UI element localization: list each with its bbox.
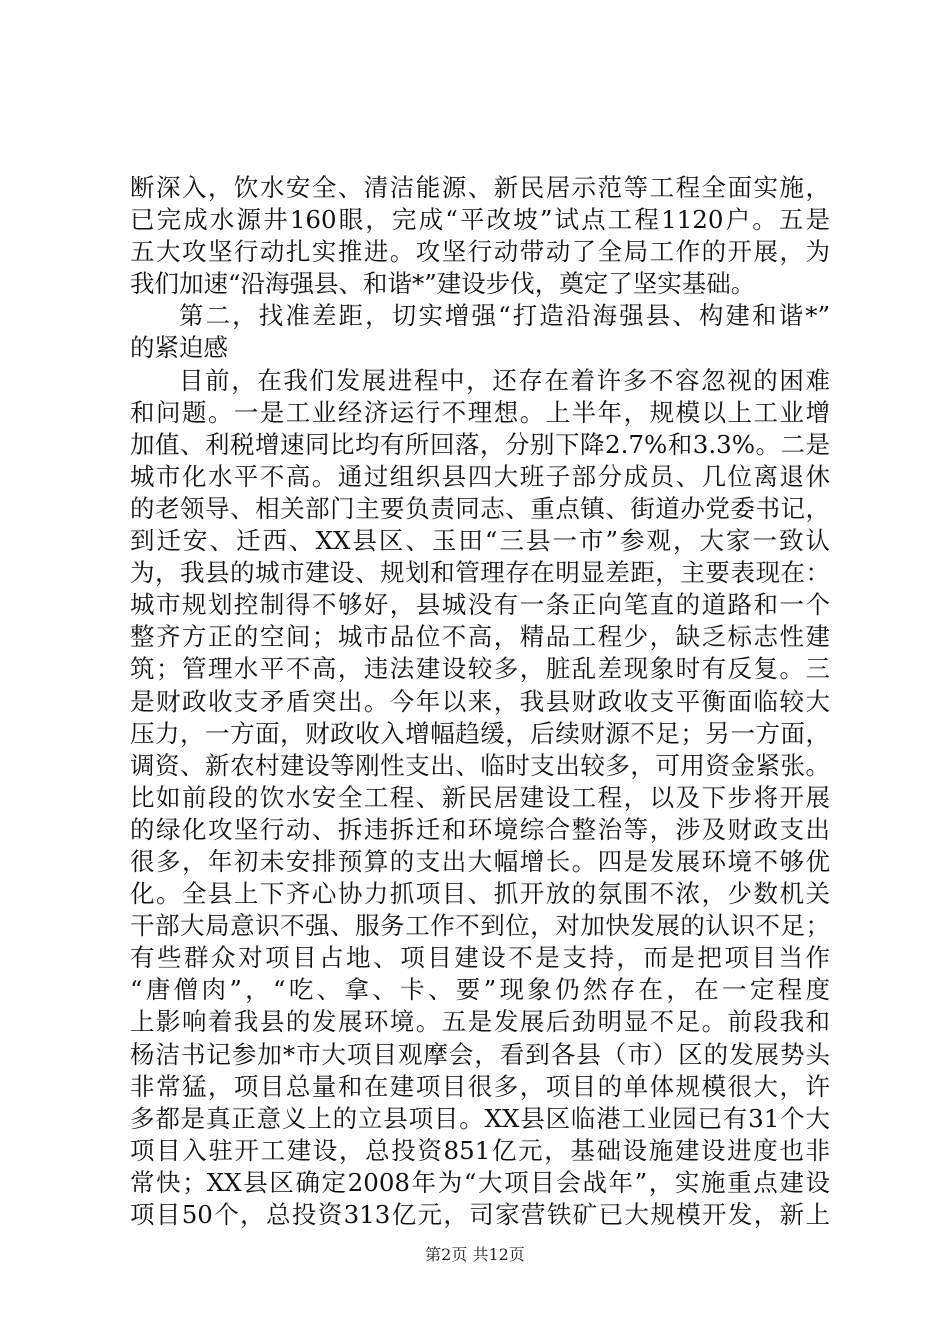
text-line: 城市化水平不高。通过组织县四大班子部分成员、几位离退休 bbox=[130, 461, 830, 491]
text-line: 整齐方正的空间；城市品位不高，精品工程少，缺乏标志性建 bbox=[130, 622, 830, 652]
text-line: 多都是真正意义上的立县项目。XX县区临港工业园已有31个大 bbox=[130, 1103, 830, 1133]
text-line: 城市规划控制得不够好，县城没有一条正向笔直的道路和一个 bbox=[130, 590, 830, 620]
text-line: 的老领导、相关部门主要负责同志、重点镇、街道办党委书记， bbox=[130, 493, 830, 523]
text-line: 五大攻坚行动扎实推进。攻坚行动带动了全局工作的开展，为 bbox=[130, 237, 830, 267]
text-line: 杨洁书记参加*市大项目观摩会，看到各县（市）区的发展势头 bbox=[130, 1039, 830, 1069]
text-line: 化。全县上下齐心协力抓项目、抓开放的氛围不浓，少数机关 bbox=[130, 879, 830, 909]
text-line: 筑；管理水平不高，违法建设较多，脏乱差现象时有反复。三 bbox=[130, 654, 830, 684]
text-line: 很多，年初未安排预算的支出大幅增长。四是发展环境不够优 bbox=[130, 846, 830, 876]
text-line: 上影响着我县的发展环境。五是发展后劲明显不足。前段我和 bbox=[130, 1007, 830, 1037]
text-line: 干部大局意识不强、服务工作不到位，对加快发展的认识不足； bbox=[130, 911, 830, 941]
text-line: 常快；XX县区确定2008年为“大项目会战年”，实施重点建设 bbox=[130, 1167, 830, 1197]
text-line: 比如前段的饮水安全工程、新民居建设工程，以及下步将开展 bbox=[130, 782, 830, 812]
text-line: “唐僧肉”，“吃、拿、卡、要”现象仍然存在，在一定程度 bbox=[130, 975, 830, 1005]
text-line: 第二，找准差距，切实增强“打造沿海强县、构建和谐*” bbox=[179, 301, 830, 331]
text-line: 断深入，饮水安全、清洁能源、新民居示范等工程全面实施， bbox=[130, 173, 830, 202]
text-line: 调资、新农村建设等刚性支出、临时支出较多，可用资金紧张。 bbox=[130, 750, 830, 780]
text-line: 我们加速“沿海强县、和谐*”建设步伐，奠定了坚实基础。 bbox=[130, 269, 756, 299]
text-line: 加值、利税增速同比均有所回落，分别下降2.7%和3.3%。二是 bbox=[130, 429, 830, 459]
text-line: 压力，一方面，财政收入增幅趋缓，后续财源不足；另一方面， bbox=[130, 718, 830, 748]
text-line: 有些群众对项目占地、项目建设不是支持，而是把项目当作 bbox=[130, 943, 830, 973]
body-text bbox=[130, 172, 830, 1231]
text-line: 是财政收支矛盾突出。今年以来，我县财政收支平衡面临较大 bbox=[130, 686, 830, 716]
text-line: 的紧迫感 bbox=[130, 333, 228, 363]
text-line: 到迁安、迁西、XX县区、玉田“三县一市”参观，大家一致认 bbox=[130, 526, 830, 556]
text-line: 为，我县的城市建设、规划和管理存在明显差距，主要表现在： bbox=[130, 558, 830, 588]
text-line: 项目入驻开工建设，总投资851亿元，基础设施建设进度也非 bbox=[130, 1135, 830, 1165]
text-line: 项目50个，总投资313亿元，司家营铁矿已大规模开发，新上 bbox=[130, 1200, 830, 1229]
text-line: 目前，在我们发展进程中，还存在着许多不容忽视的困难 bbox=[179, 365, 830, 395]
page-footer: 第2页 共12页 bbox=[425, 1245, 525, 1264]
text-line: 已完成水源井160眼，完成“平改坡”试点工程1120户。五是 bbox=[130, 205, 830, 235]
text-line: 非常猛，项目总量和在建项目很多，项目的单体规模很大，许 bbox=[130, 1071, 830, 1101]
text-line: 和问题。一是工业经济运行不理想。上半年，规模以上工业增 bbox=[130, 397, 830, 427]
text-line: 的绿化攻坚行动、拆违拆迁和环境综合整治等，涉及财政支出 bbox=[130, 814, 830, 844]
